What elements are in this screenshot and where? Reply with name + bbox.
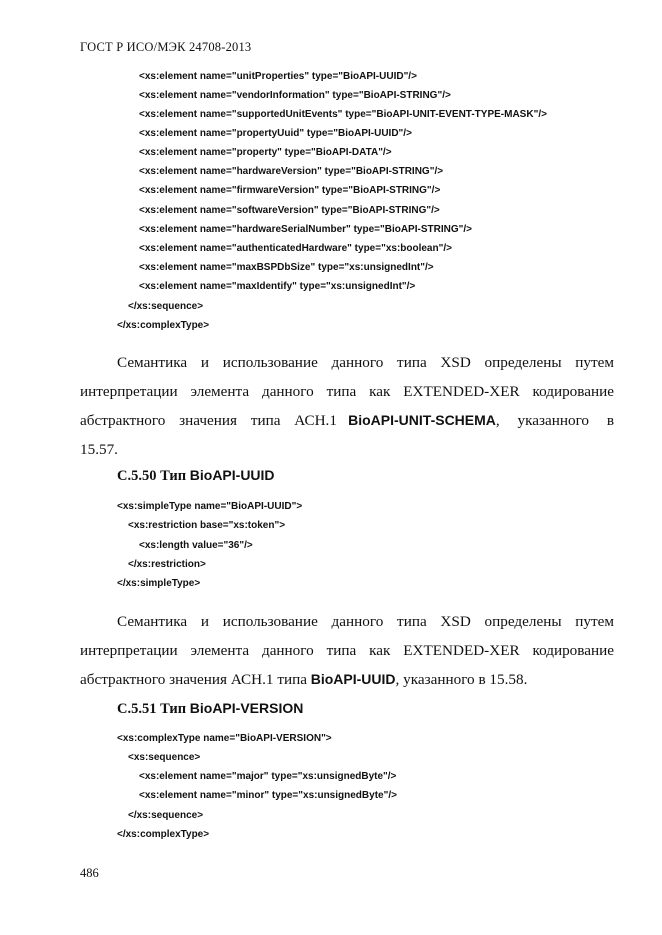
body-paragraph [80, 348, 614, 464]
code-line: </xs:complexType> [117, 320, 210, 331]
code-line: <xs:element name="softwareVersion" type="BioAPI-STRING"/> [139, 205, 440, 216]
code-line: <xs:element name="propertyUuid" type="BioAPI-UUID"/> [139, 128, 412, 139]
code-line: <xs:complexType name="BioAPI-VERSION"> [117, 733, 332, 744]
page-header: ГОСТ Р ИСО/МЭК 24708-2013 [80, 40, 252, 54]
code-line: </xs:sequence> [128, 301, 204, 312]
paragraph-line [80, 665, 614, 694]
section-type-name: BioAPI-UUID [189, 467, 275, 483]
type-reference: BioAPI-UUID [310, 671, 396, 687]
paragraph-text: , указанного в 15.58. [395, 671, 528, 688]
body-paragraph [80, 607, 614, 694]
code-line: <xs:restriction base="xs:token"> [128, 520, 286, 531]
section-type-name: BioAPI-VERSION [189, 700, 304, 716]
code-line: <xs:element name="supportedUnitEvents" type="BioAPI-UNIT-EVENT-TYPE-MASK"/> [139, 109, 547, 120]
code-line: <xs:element name="minor" type="xs:unsignedByte"/> [139, 790, 397, 801]
code-line: <xs:element name="property" type="BioAPI-DATA"/> [139, 147, 392, 158]
code-line: <xs:simpleType name="BioAPI-UUID"> [117, 501, 303, 512]
code-line: <xs:sequence> [128, 752, 201, 763]
code-line: </xs:sequence> [128, 810, 204, 821]
section-number: С.5.51 [117, 701, 157, 717]
code-line: </xs:restriction> [128, 559, 206, 570]
code-line: <xs:element name="maxBSPDbSize" type="xs:unsignedInt"/> [139, 262, 434, 273]
paragraph-line: Семантика и использование данного типа XSD определены путем [117, 613, 614, 630]
paragraph-text: , указанного в [495, 412, 614, 429]
code-line: <xs:element name="major" type="xs:unsignedByte"/> [139, 771, 397, 782]
paragraph-text: абстрактного значения типа АСН.1 [80, 412, 337, 429]
code-line: <xs:element name="hardwareVersion" type="BioAPI-STRING"/> [139, 166, 444, 177]
code-line: <xs:element name="firmwareVersion" type="BioAPI-STRING"/> [139, 185, 441, 196]
section-word: Тип [160, 701, 187, 717]
section-number: С.5.50 [117, 468, 157, 484]
code-line: </xs:simpleType> [117, 578, 201, 589]
code-line: <xs:element name="vendorInformation" type="BioAPI-STRING"/> [139, 90, 451, 101]
section-heading [117, 700, 303, 718]
section-word: Тип [160, 468, 187, 484]
paragraph-line: интерпретации элемента данного типа как EXTENDED-XER кодирование [80, 642, 614, 659]
page-number: 486 [80, 866, 99, 880]
section-heading [117, 467, 275, 485]
paragraph-text: абстрактного значения АСН.1 типа [80, 671, 311, 688]
code-line: <xs:element name="maxIdentify" type="xs:unsignedInt"/> [139, 281, 416, 292]
paragraph-line: Семантика и использование данного типа XSD определены путем [117, 354, 614, 371]
type-reference: BioAPI-UNIT-SCHEMA [348, 412, 496, 428]
paragraph-line: интерпретации элемента данного типа как EXTENDED-XER кодирование [80, 383, 614, 400]
code-line: <xs:element name="hardwareSerialNumber" type="BioAPI-STRING"/> [139, 224, 472, 235]
code-line: </xs:complexType> [117, 829, 210, 840]
paragraph-line: 15.57. [80, 441, 118, 458]
code-line: <xs:length value="36"/> [139, 540, 253, 551]
code-line: <xs:element name="unitProperties" type="BioAPI-UUID"/> [139, 71, 417, 82]
paragraph-line [80, 406, 614, 435]
code-line: <xs:element name="authenticatedHardware" type="xs:boolean"/> [139, 243, 452, 254]
